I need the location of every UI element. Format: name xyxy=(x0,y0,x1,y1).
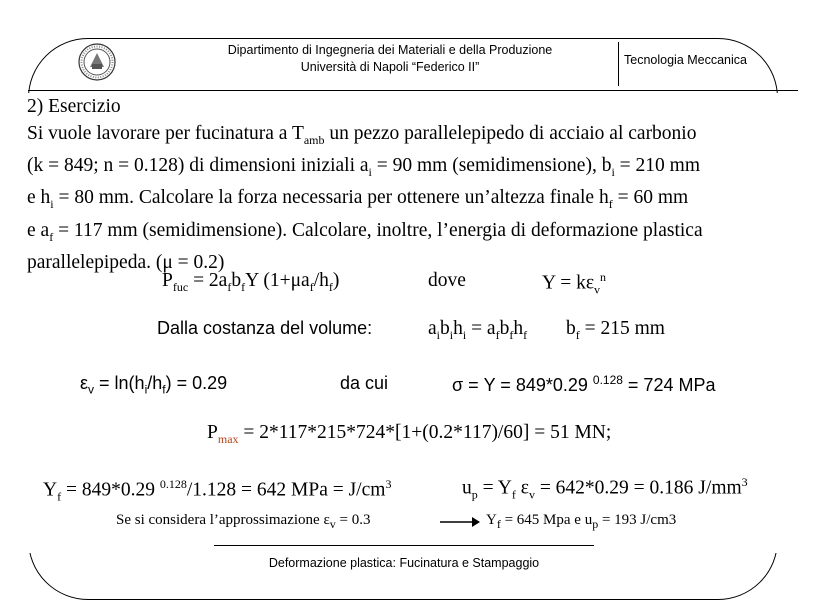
max-force-result: $P_{max} = 2*117*215*724*[1+(0.2*117)/60] = 51$ MN; xyxy=(207,422,612,446)
dove-label: dove xyxy=(428,270,466,291)
university-seal-icon xyxy=(78,43,116,81)
footer-title: Deformazione plastica: Fucinatura e Stampaggio xyxy=(268,556,540,570)
volume-equation: $a_ib_ih_i = a_fb_fh_f$ xyxy=(428,318,528,342)
exercise-line: Si vuole lavorare per fucinatura a $T_{amb}$ un pezzo parallelepipedo di acciaio al carbonio xyxy=(27,122,697,147)
exercise-line: e $h_i = 80$ mm. Calcolare la forza necessaria per ottenere un’altezza finale $h_f = 60$ mm xyxy=(27,187,689,212)
forging-force-formula: $P_{fuc} = 2a_fb_fY$ $(1+\mu a_f/h_f)$ xyxy=(162,270,340,294)
course-title: Tecnologia Meccanica xyxy=(624,53,747,67)
stress-result: σ = Y = 849*0.29 $^{0.128}$ = 724 MPa xyxy=(452,373,716,395)
approximation-note: Se si considera l’approssimazione $\varepsilon_v = 0.3$ xyxy=(116,512,371,531)
bf-result: $b_f = 215$ mm xyxy=(566,318,665,342)
exercise-line: parallelepipeda. (μ = 0.2) xyxy=(27,252,225,274)
exercise-title: 2) Esercizio xyxy=(27,96,121,117)
strain-formula: $\varepsilon_v = \ln(h_i/h_f) = 0.29$ xyxy=(80,373,228,397)
exercise-line: e $a_f = 117$ mm (semidimensione). Calcolare, inoltre, l’energia di deformazione plastica xyxy=(27,219,703,244)
exercise-text xyxy=(27,94,802,277)
department-header xyxy=(160,42,620,76)
volume-constancy-label: Dalla costanza del volume: xyxy=(157,318,373,338)
da-cui-label: da cui xyxy=(340,373,389,393)
approximation-result: $Y_f = 645$ Mpa e $u_p = 193$ J/cm3 xyxy=(486,512,677,531)
plastic-energy-result: $u_p = Y_f$ $\varepsilon_v = 642*0.29 = 0.186$ $J/mm^3$ xyxy=(462,475,748,502)
header-separator xyxy=(618,42,619,86)
header-divider xyxy=(28,90,798,91)
mean-flow-stress-result: $Y_f = 849*0.29$ $^{0.128}$/1.128 = 642 MPa = $J/cm^3$ xyxy=(43,477,392,504)
exercise-line: (k = 849; n = 0.128) di dimensioni iniziali $a_i = 90$ mm (semidimensione), $b_i = 210$ mm xyxy=(27,154,701,179)
university-name: Università di Napoli “Federico II” xyxy=(300,60,480,74)
arrow-right-icon xyxy=(440,516,480,528)
department-name: Dipartimento di Ingegneria dei Materiali e della Produzione xyxy=(227,43,553,57)
flow-stress-formula: $Y = k\varepsilon_v^n$ xyxy=(542,270,607,297)
